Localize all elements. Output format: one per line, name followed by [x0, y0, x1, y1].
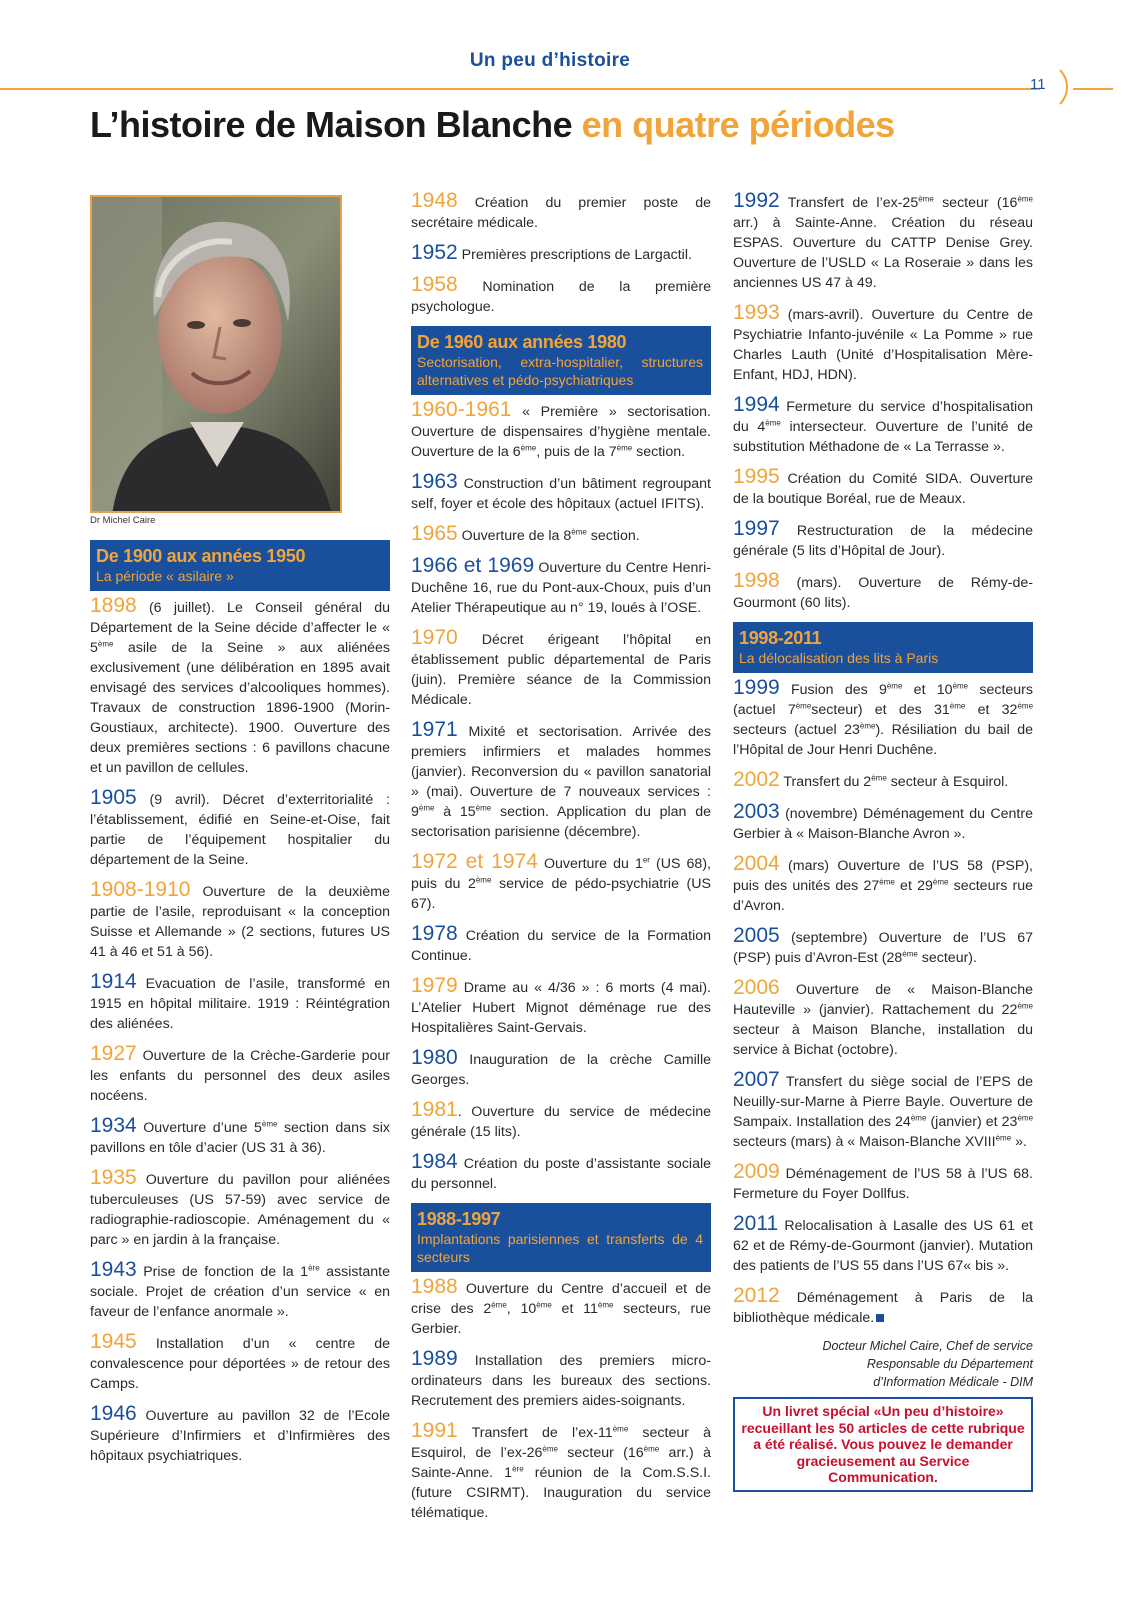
timeline-entry [411, 1420, 711, 1523]
entry-text: (novembre) Déménagement du Centre Gerbier à « Maison-Blanche Avron ». [733, 806, 1033, 842]
entry-text: Installation d’un « centre de convalescence pour déportées » de retour des Camps. [90, 1336, 390, 1392]
period-box-1960-1980 [411, 326, 711, 395]
entry-text: Prise de fonction de la 1ère assistante sociale. Projet de création d’un service « en faveur de l’enfance anormale ». [90, 1263, 390, 1320]
entry-text: Transfert du siège social de l’EPS de Neuilly-sur-Marne à Pierre Bayle. Ouverture de Sampaix. Installation des 24ème (janvier) et 23ème secteurs (mars) à « Maison-Blanche XVIIIème ». [733, 1074, 1034, 1150]
entry-year: 1984 [411, 1150, 458, 1173]
timeline-entry [411, 399, 711, 462]
page-number: 11 [1030, 76, 1046, 93]
entry-text: Premières prescriptions de Largactil. [457, 247, 692, 263]
entry-text: Nomination de la première psychologue. [411, 279, 711, 315]
entry-year: 2007 [733, 1068, 780, 1091]
timeline-entry [411, 719, 711, 842]
entry-year: 1993 [733, 301, 780, 324]
title-part-2: en quatre périodes [581, 104, 895, 145]
timeline-entry [90, 879, 390, 962]
portrait-illustration [92, 197, 342, 513]
timeline-entry [90, 1403, 390, 1466]
period-title: 1988-1997 [417, 1209, 501, 1229]
timeline-entry [90, 1043, 390, 1106]
entry-text: Ouverture de la Crèche-Garderie pour les enfants du personnel des deux asiles nocéens. [90, 1048, 390, 1104]
timeline-entry [733, 1213, 1033, 1276]
timeline-entry [733, 1069, 1033, 1152]
entry-text: Création du service de la Formation Continue. [411, 928, 711, 964]
entry-text: Transfert du 2ème secteur à Esquirol. [779, 773, 1009, 790]
entry-year: 2005 [733, 924, 780, 947]
entry-year: 1972 et 1974 [411, 850, 538, 873]
booklet-promo-box: Un livret spécial «Un peu d’histoire» recueillant les 50 articles de cette rubrique a été réalisé. Vous pouvez le demander gracieusement au Service Communication. [733, 1397, 1033, 1492]
entry-year: 2011 [733, 1212, 779, 1235]
entry-year: 1934 [90, 1114, 137, 1137]
entry-year: 2002 [733, 768, 780, 791]
period-subtitle: Implantations parisiennes et transferts de 4 secteurs [417, 1231, 703, 1265]
entry-text: (mars). Ouverture de Rémy-de-Gourmont (60 lits). [733, 575, 1033, 611]
timeline-entry [411, 242, 711, 265]
entry-year: 1978 [411, 922, 458, 945]
timeline-entry [411, 627, 711, 710]
entry-year: 2006 [733, 976, 780, 999]
entry-text: Ouverture de la deuxième partie de l’asile, reproduisant « la conception Suisse et Allemande » (2 sections, futures US 41 à 46 et 51 à 56). [90, 884, 390, 960]
timeline-entry [733, 570, 1033, 613]
entry-year: 1965 [411, 522, 458, 545]
timeline-entry [411, 471, 711, 514]
timeline-entry [90, 1259, 390, 1322]
entry-year: 1970 [411, 626, 458, 649]
entry-year: 1908-1910 [90, 878, 191, 901]
entry-text: Décret érigeant l’hôpital en établissement public départemental de Paris (juin). Première séance de la Commission Médicale. [411, 632, 711, 708]
entry-text: Restructuration de la médecine générale (5 lits d’Hôpital de Jour). [733, 523, 1033, 559]
entry-text: Ouverture du pavillon pour aliénées tuberculeuses (US 57-59) avec service de radiographie-radioscopie. Aménagement du « parc » en jardin à la française. [90, 1172, 390, 1248]
entry-year: 1945 [90, 1330, 137, 1353]
period-box-1998-2011 [733, 622, 1033, 673]
entry-text: Ouverture de la 8ème section. [457, 527, 640, 544]
entry-text: Fusion des 9ème et 10ème secteurs (actuel 7èmesecteur) et des 31ème et 32ème secteurs (actuel 23ème). Résiliation du bail de l’Hôpital de Jour Henri Duchêne. [733, 681, 1034, 758]
entry-text: Drame au « 4/36 » : 6 morts (4 mai). L’Atelier Hubert Mignot déménage rue des Hospitalières Saint-Gervais. [411, 980, 711, 1036]
timeline-entry [733, 190, 1033, 293]
entry-text: Déménagement de l’US 58 à l’US 68. Fermeture du Foyer Dollfus. [733, 1166, 1033, 1202]
entry-text: Ouverture du Centre Henri-Duchêne 16, rue du Pont-aux-Choux, puis d’un Atelier Thérapeutique au n° 19, loués à l’OSE. [411, 560, 712, 616]
entry-year: 1999 [733, 676, 780, 699]
entry-year: 1998 [733, 569, 780, 592]
timeline-entry [733, 677, 1033, 760]
timeline-entry [411, 190, 711, 233]
entry-text: Ouverture de « Maison-Blanche Hauteville » (janvier). Rattachement du 22ème secteur à Maison Blanche, installation du service à Bichat (octobre). [733, 982, 1033, 1058]
entry-year: 1952 [411, 241, 458, 264]
period-subtitle: La période « asilaire » [96, 568, 234, 584]
entry-year: 1971 [411, 718, 458, 741]
timeline-entry [411, 851, 711, 914]
period-box-1988-1997 [411, 1203, 711, 1272]
entry-year: 2003 [733, 800, 780, 823]
entry-year: 1966 et 1969 [411, 554, 535, 577]
timeline-entry [411, 1047, 711, 1090]
entry-year: 2004 [733, 852, 780, 875]
entry-text: Ouverture au pavillon 32 de l’Ecole Supérieure d’Infirmiers et d’Infirmières des hôpitaux psychiatriques. [90, 1408, 390, 1464]
entry-text: Construction d’un bâtiment regroupant self, foyer et école des hôpitaux (actuel IFITS). [411, 476, 711, 512]
period-title: De 1900 aux années 1950 [96, 546, 306, 566]
timeline-entry [733, 394, 1033, 457]
timeline-entry [411, 1151, 711, 1194]
entry-text: Création du Comité SIDA. Ouverture de la boutique Boréal, rue de Meaux. [733, 471, 1033, 507]
author-signature [733, 1337, 1033, 1391]
entry-text: Déménagement à Paris de la bibliothèque médicale. [733, 1290, 1033, 1326]
title-part-1: L’histoire de Maison Blanche [90, 104, 582, 145]
timeline-entry [733, 925, 1033, 968]
entry-text: Mixité et sectorisation. Arrivée des premiers infirmiers et malades hommes (janvier). Reconversion du « pavillon sanatorial » (mai). Ouverture de 7 nouveaux services : 9ème à 15ème section. Application du plan de sectorisation parisienne (décembre). [411, 724, 711, 840]
timeline-entry [90, 1115, 390, 1158]
entry-text: Transfert de l’ex-11ème secteur à Esquirol, de l’ex-26ème secteur (16ème arr.) à Sainte-Anne. 1ère réunion de la Com.S.S.I. (future CSIRMT). Inauguration du service télématique. [411, 1424, 711, 1521]
timeline-entry [733, 302, 1033, 385]
period-box-1900-1950 [90, 540, 390, 591]
timeline-entry [733, 977, 1033, 1060]
timeline-entry [411, 1276, 711, 1339]
entry-year: 1927 [90, 1042, 137, 1065]
timeline-entry [411, 274, 711, 317]
timeline-entry [90, 1331, 390, 1394]
entry-year: 1979 [411, 974, 458, 997]
entry-text: Création du poste d’assistante sociale du personnel. [411, 1156, 711, 1192]
timeline-entry [733, 1285, 1033, 1328]
entry-year: 1958 [411, 273, 458, 296]
entry-year: 1992 [733, 189, 780, 212]
entry-text: (septembre) Ouverture de l’US 67 (PSP) puis d’Avron-Est (28ème secteur). [733, 930, 1033, 966]
page-header [0, 0, 1146, 100]
entry-year: 1946 [90, 1402, 137, 1425]
timeline-entry [90, 787, 390, 870]
timeline-entry [90, 1167, 390, 1250]
entry-year: 1943 [90, 1258, 137, 1281]
timeline-entry [411, 975, 711, 1038]
entry-year: 1948 [411, 189, 458, 212]
entry-text: (mars-avril). Ouverture du Centre de Psychiatrie Infanto-juvénile « La Pomme » rue Charles Lauth (Unité d’Hospitalisation Mère-Enfant, HDJ, HDN). [733, 307, 1033, 383]
timeline-entry [733, 1161, 1033, 1204]
entry-year: 1914 [90, 970, 137, 993]
end-mark-icon [876, 1314, 884, 1322]
signature-line: Docteur Michel Caire, Chef de service [822, 1339, 1033, 1353]
timeline-entry [733, 466, 1033, 509]
header-rule-right [1073, 88, 1113, 90]
entry-year: 1989 [411, 1347, 458, 1370]
timeline-entry [411, 923, 711, 966]
portrait-photo [90, 195, 342, 513]
entry-text: Inauguration de la crèche Camille Georges. [411, 1052, 711, 1088]
timeline-entry [411, 1099, 711, 1142]
header-rule-left [0, 88, 1040, 90]
period-title: De 1960 aux années 1980 [417, 332, 627, 352]
timeline-entry [733, 769, 1033, 792]
entry-text: . Ouverture du service de médecine générale (15 lits). [411, 1104, 711, 1140]
entry-text: Evacuation de l’asile, transformé en 1915 en hôpital militaire. 1919 : Réintégration des aliénées. [90, 976, 390, 1032]
timeline-entry [733, 518, 1033, 561]
entry-year: 1981 [411, 1098, 458, 1121]
entry-year: 1980 [411, 1046, 458, 1069]
entry-year: 1995 [733, 465, 780, 488]
timeline-entry [411, 555, 711, 618]
entry-year: 1991 [411, 1419, 458, 1442]
entry-year: 1988 [411, 1275, 458, 1298]
column-3 [733, 190, 1033, 1492]
entry-text: Fermeture du service d’hospitalisation du 4ème intersecteur. Ouverture de l’unité de substitution Méthadone de « La Terrasse ». [733, 399, 1033, 455]
column-2 [411, 190, 711, 1532]
entry-text: Ouverture du 1er (US 68), puis du 2ème service de pédo-psychiatrie (US 67). [411, 855, 711, 912]
entry-text: Création du premier poste de secrétaire médicale. [411, 195, 711, 231]
entry-text: Transfert de l’ex-25ème secteur (16ème arr.) à Sainte-Anne. Création du réseau ESPAS. Ouverture du CATTP Denise Grey. Ouverture de l’USLD « La Roseraie » dans les anciennes US 47 à 49. [733, 194, 1033, 291]
period-title: 1998-2011 [739, 628, 822, 648]
section-name: Un peu d’histoire [469, 50, 631, 71]
entry-text: (mars) Ouverture de l’US 58 (PSP), puis des unités des 27ème et 29ème secteurs rue d’Avron. [733, 858, 1034, 914]
page-title [90, 104, 895, 146]
entry-text: (6 juillet). Le Conseil général du Département de la Seine décide d’affecter le « 5ème asile de la Seine » aux aliénées exclusivement (une délibération en 1895 avait envisagé des services d’alcooliques hommes). Travaux de construction 1896-1900 (Morin-Goustiaux, architecte). 1900. Ouverture des deux premières sections : 6 pavillons chacune et un pavillon de cellules. [90, 600, 390, 776]
entry-year: 1963 [411, 470, 458, 493]
signature-line: d’Information Médicale - DIM [873, 1375, 1033, 1389]
timeline-entry [90, 971, 390, 1034]
timeline-entry [733, 853, 1033, 916]
timeline-entry [411, 1348, 711, 1411]
entry-text: Ouverture d’une 5ème section dans six pavillons en tôle d’acier (US 31 à 36). [90, 1119, 390, 1156]
timeline-entry [411, 523, 711, 546]
entry-text: Installation des premiers micro-ordinateurs dans les bureaux des sections. Recrutement des premiers aides-soignants. [411, 1353, 711, 1409]
period-subtitle: Sectorisation, extra-hospitalier, structures alternatives et pédo-psychiatriques [417, 354, 703, 388]
period-subtitle: La délocalisation des lits à Paris [739, 650, 939, 666]
entry-year: 1994 [733, 393, 780, 416]
entry-text: Relocalisation à Lasalle des US 61 et 62 et de Rémy-de-Gourmont (janvier). Mutation des patients de l’US 55 dans l’US 67« bis ». [733, 1218, 1033, 1274]
entry-year: 1935 [90, 1166, 137, 1189]
photo-caption: Dr Michel Caire [90, 515, 156, 526]
signature-line: Responsable du Département [866, 1357, 1033, 1371]
column-1 [90, 540, 390, 1475]
entry-text: « Première » sectorisation. Ouverture de dispensaires d’hygiène mentale. Ouverture de la 6ème, puis de la 7ème section. [411, 404, 711, 460]
entry-year: 1905 [90, 786, 137, 809]
timeline-entry [733, 801, 1033, 844]
entry-year: 2009 [733, 1160, 780, 1183]
entry-year: 2012 [733, 1284, 780, 1307]
entry-year: 1997 [733, 517, 780, 540]
entry-year: 1898 [90, 594, 137, 617]
entry-text: (9 avril). Décret d’exterritorialité : l’établissement, édifié en Seine-et-Oise, fait partie de l’équipement hospitalier du département de la Seine. [90, 792, 390, 868]
entry-text: Ouverture du Centre d’accueil et de crise des 2ème, 10ème et 11ème secteurs, rue Gerbier. [411, 1281, 711, 1337]
timeline-entry [90, 595, 390, 778]
entry-year: 1960-1961 [411, 398, 512, 421]
